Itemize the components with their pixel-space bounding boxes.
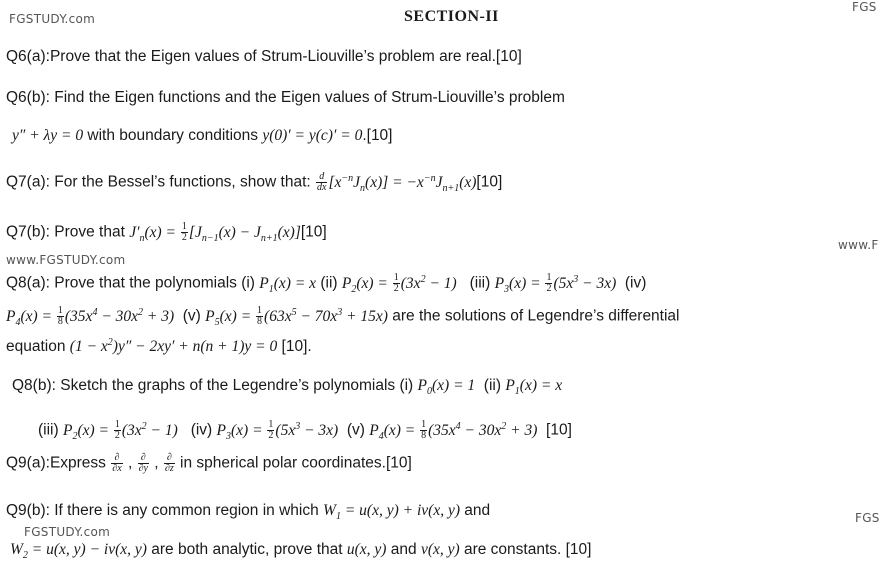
marks: [10] xyxy=(300,223,327,241)
question-8b-line-2 xyxy=(38,420,572,442)
watermark-mid-right: www.F xyxy=(838,238,879,252)
v-function: v(x, y) xyxy=(420,541,460,558)
derivative-fraction: $\frac{d}{dx}$ xyxy=(317,171,327,193)
equation-rhs: $[J_{n-1}(x) - J_{n+1}(x)]$ xyxy=(188,223,301,244)
question-label: Q9(b): xyxy=(6,502,50,519)
partial-z-fraction: $\frac{\partial}{\partial z}$ xyxy=(164,452,174,474)
partial-x-fraction: $\frac{\partial}{\partial x}$ xyxy=(112,452,122,474)
comma: , xyxy=(149,454,163,472)
half-fraction: $\frac{1}{2}$ xyxy=(181,221,187,243)
question-text: in spherical polar coordinates.[10] xyxy=(175,454,412,472)
polynomial-p3-expr: $(5x^3 - 3x)$ xyxy=(275,420,339,439)
question-9b-line-2 xyxy=(10,541,591,561)
question-text: If there is any common region in which xyxy=(49,502,324,519)
half-fraction: $\frac{1}{2}$ xyxy=(393,272,399,294)
question-text: equation xyxy=(6,338,70,356)
question-text: are constants. [10] xyxy=(459,541,592,558)
polynomial-p3-expr: $(5x^3 - 3x)$ xyxy=(553,273,617,292)
question-7b xyxy=(6,222,327,244)
item-ii: (ii) xyxy=(316,274,342,292)
question-label: Q6(a): xyxy=(6,48,50,65)
watermark-bottom-right: FGS xyxy=(855,511,880,525)
polynomial-p5: $P_5(x)$ = xyxy=(205,307,256,328)
item-v: (v) xyxy=(338,421,370,439)
marks: [10] xyxy=(546,421,572,439)
question-8a-line-1 xyxy=(6,273,646,295)
question-text: Prove that the polynomials (i) xyxy=(49,274,260,292)
item-iv: (iv) xyxy=(616,274,647,292)
question-8a-line-2 xyxy=(6,306,680,328)
w2-equation: $W_2 = u(x$, y) − iv(x, y) xyxy=(10,541,147,562)
question-text: with boundary conditions xyxy=(83,127,263,144)
question-6b xyxy=(6,89,565,107)
question-label: Q7(b): xyxy=(6,223,50,241)
item-iii: (iii) xyxy=(38,421,63,439)
half-fraction: $\frac{1}{2}$ xyxy=(268,419,274,441)
question-label: Q8(a): xyxy=(6,274,50,292)
marks xyxy=(537,422,546,439)
watermark-bottom-left: FGSTUDY.com xyxy=(24,525,111,539)
equation: $J'_n(x)$ = xyxy=(129,223,180,244)
polynomial-p4: $P_4(x)$ = xyxy=(369,421,420,442)
question-text: For the Bessel’s functions, show that: xyxy=(49,173,316,191)
item-iii: (iii) xyxy=(456,274,495,292)
w1-equation: $W_1 = u(x$, y) + iv(x, y) xyxy=(323,502,460,523)
question-label: Q6(b): xyxy=(6,89,50,106)
question-label: Q9(a): xyxy=(6,454,50,472)
comma: , xyxy=(123,454,137,472)
question-8b-line-1 xyxy=(12,377,562,397)
half-fraction: $\frac{1}{2}$ xyxy=(546,272,552,294)
watermark-mid-left: www.FGSTUDY.com xyxy=(6,253,126,267)
question-6a xyxy=(6,48,522,66)
question-text: Sketch the graphs of the Legendre’s polynomials (i) xyxy=(55,377,418,394)
item-v: (v) xyxy=(174,307,206,325)
question-text: are both analytic, prove that xyxy=(146,541,347,558)
polynomial-p4-expr: $(35x^4 - 30x^2 + 3)$ xyxy=(64,306,175,325)
item-ii: (ii) xyxy=(475,377,506,394)
question-text: and xyxy=(460,502,491,519)
question-label: Q7(a): xyxy=(6,173,50,191)
polynomial-p0: $P_0(x) = 1$ xyxy=(417,377,476,398)
section-title: SECTION-II xyxy=(404,8,499,25)
legendre-equation: $(1 - x^2)y'' - 2xy' + n(n + 1)y = 0$ xyxy=(69,337,278,356)
question-8a-line-3 xyxy=(6,337,312,356)
question-6b-equation-line xyxy=(12,127,393,145)
polynomial-p3: $P_3(x)$ = xyxy=(216,421,267,442)
polynomial-p1: $P_1(x) = x$ xyxy=(505,377,563,398)
eighth-fraction: $\frac{1}{8}$ xyxy=(421,419,427,441)
question-label: Q8(b): xyxy=(12,377,56,394)
polynomial-p4: $P_4(x)$ = xyxy=(6,307,56,328)
question-text: Find the Eigen functions and the Eigen values of Strum-Liouville’s problem xyxy=(49,89,565,106)
equation: y″ + λy = 0 xyxy=(12,127,84,144)
question-text: Prove that xyxy=(49,223,130,241)
polynomial-p1: $P_1(x) = x$ xyxy=(259,274,317,295)
partial-y-fraction: $\frac{\partial}{\partial y}$ xyxy=(138,452,148,474)
polynomial-p5-expr: $(63x^5 - 70x^3 + 15x)$ xyxy=(264,306,388,325)
polynomial-p4-expr: $(35x^4 - 30x^2 + 3)$ xyxy=(428,420,538,439)
question-text: are the solutions of Legendre’s differential xyxy=(387,307,680,325)
question-text: Prove that the Eigen values of Strum-Liouville’s problem are real.[10] xyxy=(49,48,522,65)
polynomial-p2-expr: $(3x^2 - 1)$ xyxy=(400,273,457,292)
watermark-top-right: FGS xyxy=(852,0,877,14)
watermark-top-left: FGSTUDY.com xyxy=(9,12,96,26)
marks: [10] xyxy=(476,173,503,191)
polynomial-p2: $P_2(x)$ = xyxy=(62,421,113,442)
polynomial-p3: $P_3(x)$ = xyxy=(494,274,545,295)
question-9a xyxy=(6,453,412,474)
eighth-fraction: $\frac{1}{8}$ xyxy=(57,305,63,327)
equation: $[x^{-n}J_n(x)] = -x^{-n}J_{n+1}(x)$ xyxy=(328,172,477,194)
polynomial-p2: $P_2(x)$ = xyxy=(341,274,392,295)
u-function: u(x, y) xyxy=(346,541,387,558)
boundary-conditions: y(0)′ = y(c)′ = 0 xyxy=(262,127,363,144)
question-text: Express xyxy=(49,454,111,472)
question-9b-line-1 xyxy=(6,502,490,522)
eighth-fraction: $\frac{1}{8}$ xyxy=(257,305,263,327)
marks: .[10] xyxy=(362,127,393,144)
question-text: and xyxy=(386,541,421,558)
marks: [10]. xyxy=(277,338,312,356)
half-fraction: $\frac{1}{2}$ xyxy=(114,419,120,441)
polynomial-p2-expr: $(3x^2 - 1)$ xyxy=(121,420,178,439)
item-iv: (iv) xyxy=(177,421,217,439)
question-7a xyxy=(6,172,502,194)
